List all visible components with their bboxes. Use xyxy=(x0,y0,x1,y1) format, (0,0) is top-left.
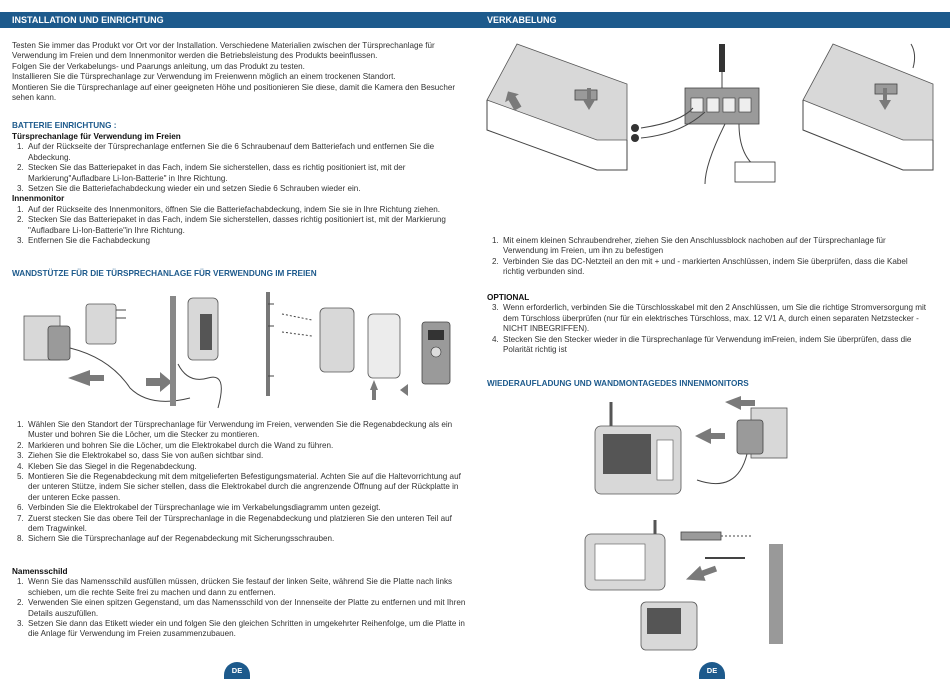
intro-paragraph: Folgen Sie der Verkabelungs- und Paarungs anleitung, um das Produkt zu testen. xyxy=(12,61,305,71)
minus-terminal-icon xyxy=(631,134,639,142)
arrow-icon xyxy=(370,380,378,400)
optional-heading: OPTIONAL xyxy=(487,293,530,302)
bracket-heading: WANDSTÜTZE FÜR DIE TÜRSPRECHANLAGE FÜR VERWENDUNG IM FREIEN xyxy=(12,269,317,278)
list-item: 3. Setzen Sie dann das Etikett wieder ein und folgen Sie den gleichen Schritten in umgekehrter Reihenfolge, um die Platte in die Anlage für Verwendung im Freien zusammenzubauen. xyxy=(26,619,467,640)
outdoor-heading: Türsprechanlage für Verwendung im Freien xyxy=(12,132,181,141)
lock-label-box xyxy=(735,162,775,182)
indoor-steps xyxy=(12,205,467,247)
door-station-back xyxy=(368,314,400,378)
power-adapter-icon xyxy=(737,420,763,454)
nameplate-section xyxy=(12,567,467,640)
list-item: 1. Auf der Rückseite des Innenmonitors, öffnen Sie die Batteriefachabdeckung, indem Sie sie in Ihre Richtung ziehen. xyxy=(26,205,467,215)
nameplate-steps xyxy=(12,577,467,639)
list-item: 1. Wählen Sie den Standort der Türsprechanlage für Verwendung im Freien, verwenden Sie die Regenabdeckung als ein Muster und bohren Sie die Löcher, um die Stecker zu montieren. xyxy=(26,420,467,441)
right-page xyxy=(475,0,950,675)
page-badge: DE xyxy=(224,662,250,679)
list-item: 7. Zuerst stecken Sie das obere Teil der Türsprechanlage in die Regenabdeckung und platzieren Sie den unteren Teil auf dem Tragwinkel. xyxy=(26,514,467,535)
battery-section xyxy=(12,132,467,246)
list-item: 6. Verbinden Sie die Elektrokabel der Türsprechanlage wie im Verkabelungsdiagramm unten gezeigt. xyxy=(26,503,467,513)
intro-paragraph: Installieren Sie die Türsprechanlage zur Verwendung im Freienwenn möglich an einem trockenen Standort. xyxy=(12,72,396,82)
list-item: 2. Verbinden Sie das DC-Netzteil an den mit + und - markierten Anschlüssen, indem Sie überprüfen, dass die Kabel richtig verbunden sind. xyxy=(501,257,927,278)
battery-heading: BATTERIE EINRICHTUNG : xyxy=(12,121,117,130)
left-header-bar: INSTALLATION UND EINRICHTUNG xyxy=(0,12,475,28)
outdoor-steps xyxy=(12,142,467,194)
bracket-steps-block xyxy=(12,420,467,545)
terminal-block xyxy=(575,90,597,100)
list-item: 1. Mit einem kleinen Schraubendreher, ziehen Sie den Anschlussblock nachoben auf der Türsprechanlage für Verwendung im Freien, um ihn zu befestigen xyxy=(501,236,927,257)
arrow-icon xyxy=(695,428,725,444)
charge-heading: WIEDERAUFLADUNG UND WANDMONTAGEDES INNENMONITORS xyxy=(487,379,749,388)
plus-terminal-icon xyxy=(631,124,639,132)
page-badge: DE xyxy=(699,662,725,679)
wall-section xyxy=(170,296,176,406)
list-item: 2. Stecken Sie das Batteriepaket in das Fach, indem Sie sicherstellen, dass es richtig positioniert ist, mit der Markierung"Aufladbare Li-Ion-Batterie" in Ihre Richtung. xyxy=(26,163,467,184)
door-station-body xyxy=(803,44,933,140)
list-item: 1. Auf der Rückseite der Türsprechanlage entfernen Sie die 6 Schraubenauf dem Batteriefach und entfernen Sie die Abdeckung. xyxy=(26,142,467,163)
list-item: 3. Wenn erforderlich, verbinden Sie die Türschlosskabel mit den 2 Anschlüssen, um Sie die richtige Stromversorgung mit dem Türschloss überprüfen (nur für ein elektrisches Türschloss, max. 12 V/1 A, durch einen separaten Netzstecker - NICHT INBEGRIFFEN). xyxy=(501,303,927,334)
power-adapter-icon xyxy=(86,304,116,344)
left-page xyxy=(0,0,475,675)
list-item: 3. Ziehen Sie die Elektrokabel so, dass Sie von außen sichtbar sind. xyxy=(26,451,467,461)
wall-section xyxy=(266,292,270,396)
list-item: 2. Markieren und bohren Sie die Löcher, um die Elektrokabel durch die Wand zu führen. xyxy=(26,441,467,451)
list-item: 5. Montieren Sie die Regenabdeckung mit dem mitgelieferten Befestigungsmaterial. Achten Sie auf die Haltevorrichtung auf der unteren Stütze, indem Sie sicher stellen, dass die Elektrokabel durch die angrenzende Öffnung auf der Rückplatte in der unteren Ecke passen. xyxy=(26,472,467,503)
arrow-icon xyxy=(683,561,719,587)
arrow-icon xyxy=(68,370,104,386)
list-item: 2. Stecken Sie das Batteriepaket in das Fach, indem Sie sicherstellen, dasses richtig positioniert ist, mit der Markierung "Aufladbare Li-Ion-Batterie"in Ihre Richtung. xyxy=(26,215,467,236)
wiring-steps xyxy=(487,236,927,278)
list-item: 4. Kleben Sie das Siegel in die Regenabdeckung. xyxy=(26,462,467,472)
intro-paragraph: Montieren Sie die Türsprechanlage auf einer geeigneten Höhe und positionieren Sie diese, damit die Kamera den Besucher sehen kann. xyxy=(12,82,456,103)
list-item: 4. Stecken Sie den Stecker wieder in die Türsprechanlage für Verwendung imFreien, indem Sie überprüfen, dass die Polarität richtig ist xyxy=(501,335,927,356)
right-header-bar: VERKABELUNG xyxy=(475,12,950,28)
screwdriver-icon xyxy=(719,44,725,72)
rain-cover xyxy=(320,308,354,372)
wall-section xyxy=(769,544,783,644)
arrow-icon xyxy=(400,384,408,396)
nameplate-heading: Namensschild xyxy=(12,567,68,576)
wiring-steps-block xyxy=(487,236,927,278)
power-adapter-icon xyxy=(48,326,70,360)
charging-illustration xyxy=(575,394,825,654)
arrow-icon xyxy=(725,396,755,410)
intro-paragraph: Testen Sie immer das Produkt vor Ort vor der Installation. Verschiedene Materialien zwischen der Türsprechanlage für Verwendung im Freien und dem Innenmonitor werden die Betriebsleistung des Produkts beeinflussen. xyxy=(12,41,435,61)
bracket-steps xyxy=(12,420,467,545)
bracket-illustration xyxy=(20,286,460,410)
wall-plug-icon xyxy=(681,532,721,540)
list-item: 3. Entfernen Sie die Fachabdeckung xyxy=(26,236,467,246)
list-item: 1. Wenn Sie das Namensschild ausfüllen müssen, drücken Sie festauf der linken Seite, während Sie die Platte nach links schieben, um die rechte Seite frei zu machen und dann zu entfernen. xyxy=(26,577,467,598)
wiring-illustration xyxy=(485,40,940,190)
intro-text xyxy=(12,41,467,103)
list-item: 8. Sichern Sie die Türsprechanlage auf der Regenabdeckung mit Sicherungsschrauben. xyxy=(26,534,467,544)
arrow-icon xyxy=(146,372,172,392)
list-item: 2. Verwenden Sie einen spitzen Gegenstand, um das Namensschild von der Innenseite der Platte zu entfernen und mit Ihren Details auszufüllen. xyxy=(26,598,467,619)
optional-section xyxy=(487,293,927,355)
list-item: 3. Setzen Sie die Batteriefachabdeckung wieder ein und setzen Siedie 6 Schrauben wieder ein. xyxy=(26,184,467,194)
optional-steps xyxy=(487,303,927,355)
indoor-heading: Innenmonitor xyxy=(12,194,65,204)
